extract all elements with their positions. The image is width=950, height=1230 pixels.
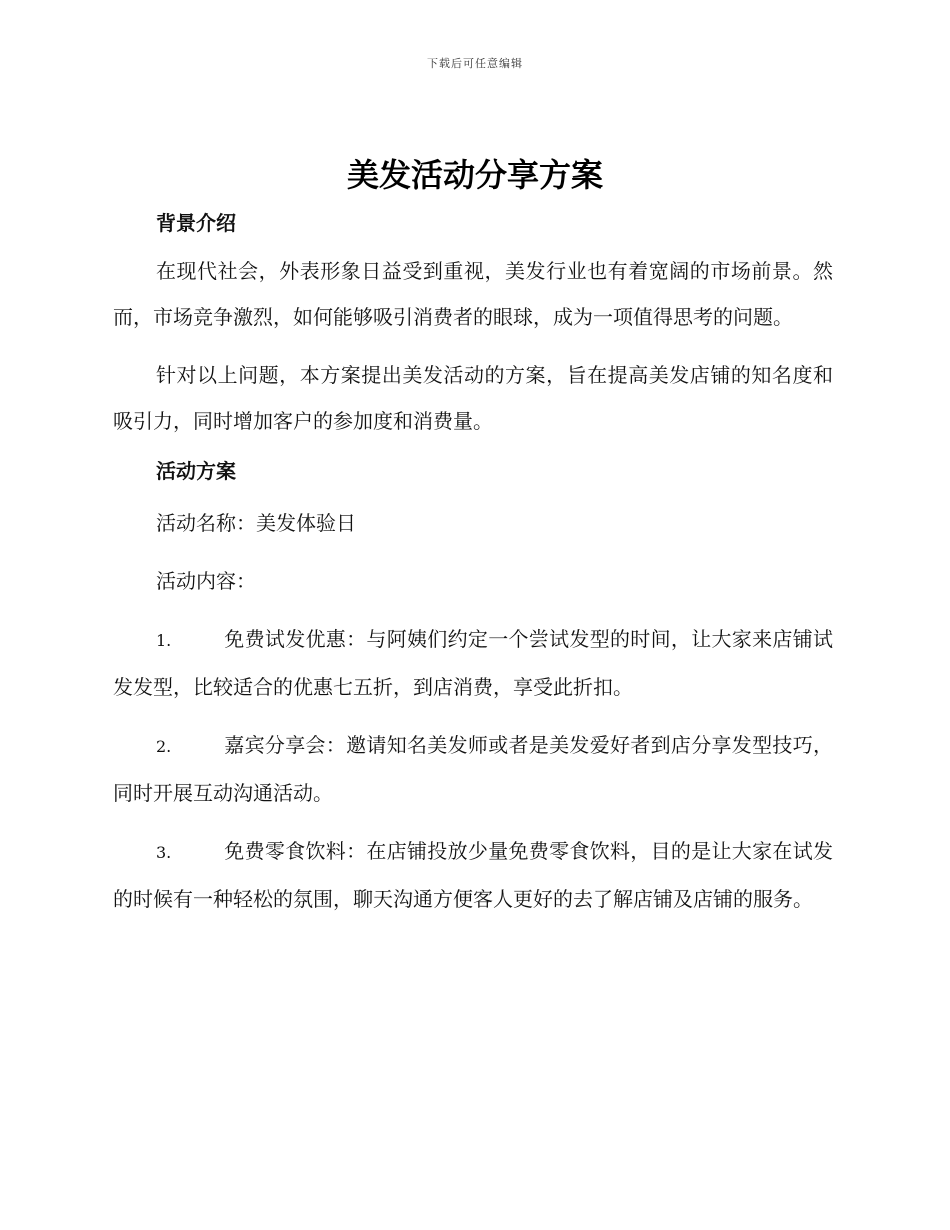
document-body bbox=[113, 208, 833, 934]
list-item bbox=[113, 616, 833, 710]
list-item bbox=[113, 722, 833, 816]
list-item-text: 免费零食饮料：在店铺投放少量免费零食饮料，目的是让大家在试发的时候有一种轻松的氛围，聊天沟通方便客人更好的去了解店铺及店铺的服务。 bbox=[113, 839, 833, 911]
list-item-text: 嘉宾分享会：邀请知名美发师或者是美发爱好者到店分享发型技巧，同时开展互动沟通活动。 bbox=[113, 733, 833, 805]
list-item-number: 2. bbox=[156, 737, 172, 756]
list-item-text: 免费试发优惠：与阿姨们约定一个尝试发型的时间，让大家来店铺试发发型，比较适合的优惠七五折，到店消费，享受此折扣。 bbox=[113, 627, 833, 699]
paragraph-background-1: 在现代社会，外表形象日益受到重视，美发行业也有着宽阔的市场前景。然而，市场竞争激烈，如何能够吸引消费者的眼球，成为一项值得思考的问题。 bbox=[113, 259, 833, 329]
page-header: 下载后可任意编辑 bbox=[427, 57, 523, 70]
section-heading-plan: 活动方案 bbox=[156, 459, 236, 483]
document-title: 美发活动分享方案 bbox=[346, 156, 603, 194]
section-heading-background: 背景介绍 bbox=[156, 211, 236, 235]
activity-name: 活动名称：美发体验日 bbox=[156, 511, 356, 535]
activity-content-label: 活动内容： bbox=[156, 569, 256, 593]
list-item-number: 1. bbox=[156, 631, 172, 650]
paragraph-background-2: 针对以上问题，本方案提出美发活动的方案，旨在提高美发店铺的知名度和吸引力，同时增加客户的参加度和消费量。 bbox=[113, 363, 833, 433]
list-item bbox=[113, 828, 833, 922]
list-item-number: 3. bbox=[156, 843, 172, 862]
